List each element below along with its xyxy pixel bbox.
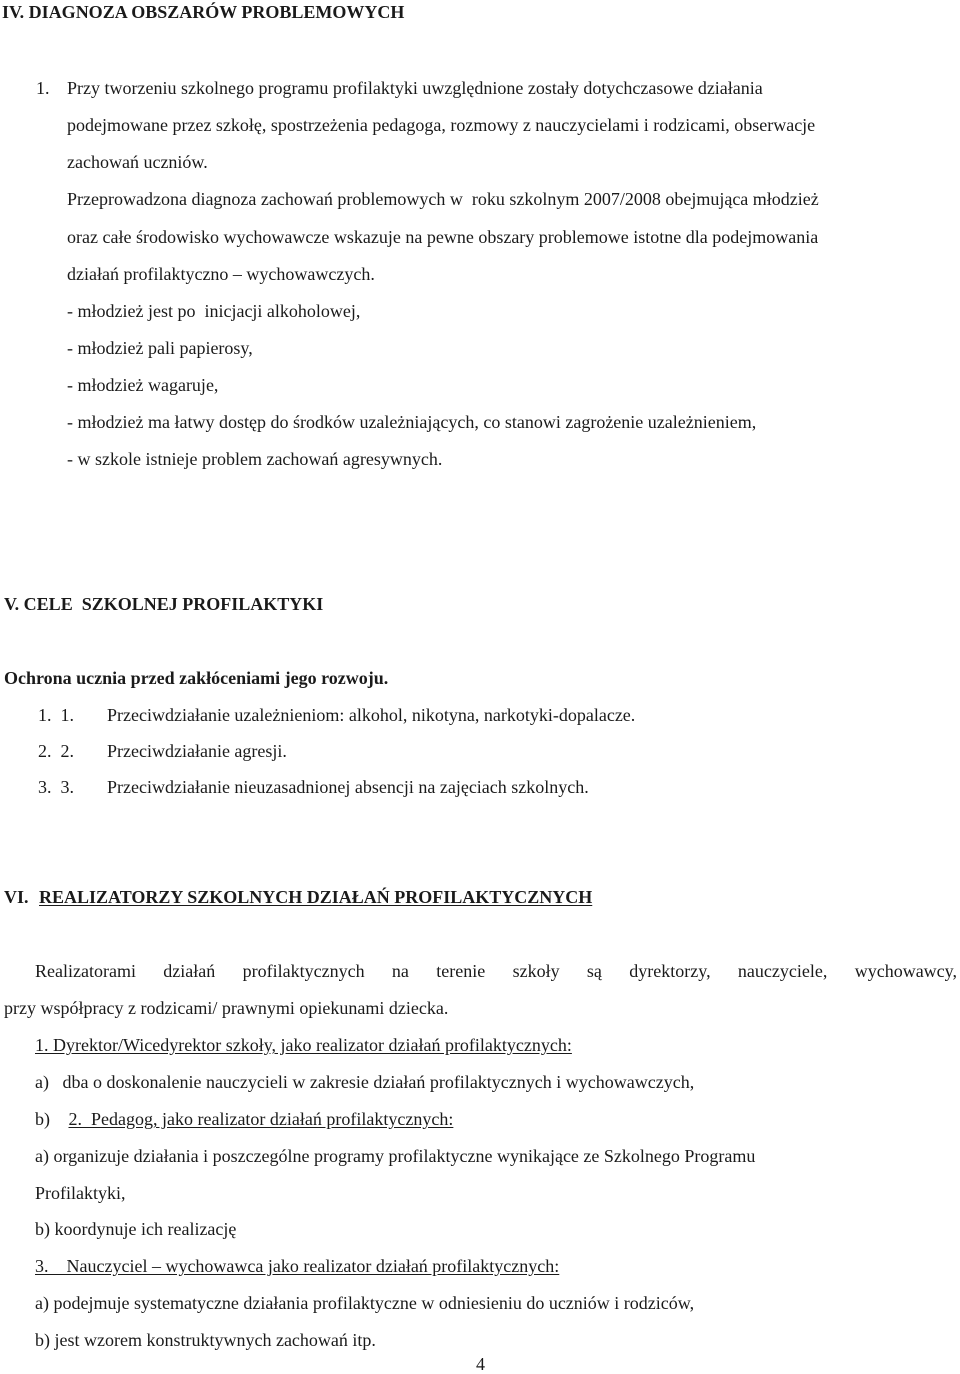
section-vi-heading	[4, 888, 592, 906]
problem-bullet-2: - młodzież pali papierosy,	[67, 338, 253, 358]
goal-2-number: 2. 2.	[38, 741, 74, 761]
section-iv-heading: IV. DIAGNOZA OBSZARÓW PROBLEMOWYCH	[2, 2, 405, 22]
teacher-item-b: b) jest wzorem konstruktywnych zachowań itp.	[35, 1330, 376, 1350]
intro-word: Realizatorami	[35, 961, 136, 981]
intro-word: nauczyciele,	[737, 961, 828, 981]
item-1-number: 1.	[36, 78, 50, 98]
intro-word: są	[586, 961, 602, 981]
teacher-heading	[35, 1257, 559, 1275]
pedagog-item-b: b) koordynuje ich realizację	[35, 1219, 237, 1239]
teacher-item-a: a) podejmuje systematyczne działania profilaktyczne w odniesieniu do uczniów i rodziców,	[35, 1293, 695, 1313]
director-item-b-label: b)	[35, 1109, 50, 1129]
goal-1-text: Przeciwdziałanie uzależnieniom: alkohol, nikotyna, narkotyki-dopalacze.	[107, 705, 636, 725]
intro-word: dyrektorzy,	[629, 961, 711, 981]
pedagog-item-a-line-2: Profilaktyki,	[35, 1183, 126, 1203]
intro-word: szkoły	[512, 961, 560, 981]
problem-bullet-5: - w szkole istnieje problem zachowań agresywnych.	[67, 449, 443, 469]
goal-3-text: Przeciwdziałanie nieuzasadnionej absencji na zajęciach szkolnych.	[107, 777, 589, 797]
realizers-intro-line-2: przy współpracy z rodzicami/ prawnymi opiekunami dziecka.	[4, 998, 449, 1018]
director-heading: 1. Dyrektor/Wicedyrektor szkoły, jako realizator działań profilaktycznych:	[35, 1035, 572, 1055]
section-v-subheading: Ochrona ucznia przed zakłóceniami jego rozwoju.	[4, 668, 389, 688]
goal-2-text: Przeciwdziałanie agresji.	[107, 741, 287, 761]
director-item-a: a) dba o doskonalenie nauczycieli w zakresie działań profilaktycznych i wychowawczych,	[35, 1072, 695, 1092]
goal-3-number: 3. 3.	[38, 777, 74, 797]
section-vi-title: REALIZATORZY SZKOLNYCH DZIAŁAŃ PROFILAKTYCZNYCH	[39, 887, 593, 907]
problem-bullet-4: - młodzież ma łatwy dostęp do środków uzależniających, co stanowi zagrożenie uzależnieniem,	[67, 412, 757, 432]
intro-word: profilaktycznych	[242, 961, 365, 981]
intro-word: wychowawcy,	[854, 961, 957, 981]
section-v-heading: V. CELE SZKOLNEJ PROFILAKTYKI	[4, 594, 324, 614]
problem-bullet-3: - młodzież wagaruje,	[67, 375, 219, 395]
director-item-b	[35, 1110, 453, 1128]
goal-1-number: 1. 1.	[38, 705, 74, 725]
diagnosis-line-1: Przeprowadzona diagnoza zachowań problemowych w roku szkolnym 2007/2008 obejmująca młodzież	[67, 189, 819, 209]
intro-word: na	[391, 961, 409, 981]
intro-word: działań	[163, 961, 216, 981]
intro-word: terenie	[436, 961, 486, 981]
pedagog-item-a-line-1: a) organizuje działania i poszczególne programy profilaktyczne wynikające ze Szkolnego Programu	[35, 1146, 756, 1166]
diagnosis-line-2: oraz całe środowisko wychowawcze wskazuje na pewne obszary problemowe istotne dla podejmowania	[67, 227, 819, 247]
pedagog-heading: 2. Pedagog, jako realizator działań profilaktycznych:	[68, 1109, 454, 1129]
teacher-heading-text: Nauczyciel – wychowawca jako realizator działań profilaktycznych:	[66, 1256, 560, 1276]
realizers-intro-line-1	[35, 962, 957, 980]
teacher-heading-number: 3.	[35, 1256, 49, 1276]
item-1-line-2: podejmowane przez szkołę, spostrzeżenia pedagoga, rozmowy z nauczycielami i rodzicami, obserwacje	[67, 115, 816, 135]
problem-bullet-1: - młodzież jest po inicjacji alkoholowej,	[67, 301, 361, 321]
diagnosis-line-3: działań profilaktyczno – wychowawczych.	[67, 264, 375, 284]
section-vi-number: VI.	[4, 887, 29, 907]
page-number: 4	[476, 1354, 485, 1374]
item-1-line-1: Przy tworzeniu szkolnego programu profilaktyki uwzględnione zostały dotychczasowe działania	[67, 78, 763, 98]
item-1-line-3: zachowań uczniów.	[67, 152, 208, 172]
